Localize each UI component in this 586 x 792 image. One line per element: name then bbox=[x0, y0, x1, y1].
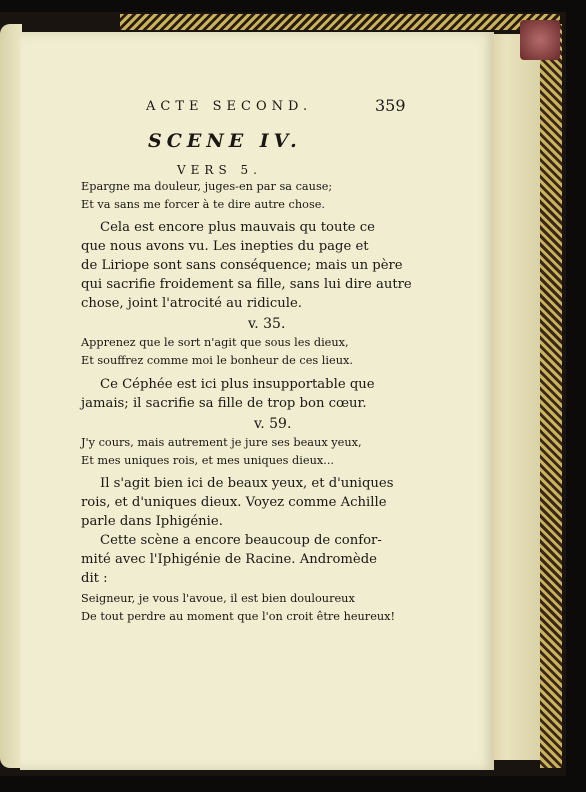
commentary-line: que nous avons vu. Les inepties du page et bbox=[81, 239, 369, 254]
page-number: 359 bbox=[375, 96, 406, 115]
verse-line: Seigneur, je vous l'avoue, il est bien douloureux bbox=[81, 592, 355, 605]
verse-line: J'y cours, mais autrement je jure ses beaux yeux, bbox=[81, 436, 362, 449]
left-page-edge bbox=[0, 24, 22, 768]
verse-line: Et mes uniques rois, et mes uniques dieux... bbox=[81, 454, 334, 467]
commentary-line: de Liriope sont sans conséquence; mais un père bbox=[81, 258, 403, 273]
running-head: ACTE SECOND. bbox=[146, 99, 313, 114]
verse-line: Epargne ma douleur, juges-en par sa cause; bbox=[81, 180, 333, 193]
commentary-line: jamais; il sacrifie sa fille de trop bon cœur. bbox=[81, 396, 367, 411]
commentary-line: Ce Céphée est ici plus insupportable que bbox=[100, 377, 375, 392]
section-heading: v. 59. bbox=[254, 416, 292, 432]
commentary-line: dit : bbox=[81, 571, 108, 586]
commentary-line: parle dans Iphigénie. bbox=[81, 514, 223, 529]
commentary-line: Il s'agit bien ici de beaux yeux, et d'uniques bbox=[100, 476, 394, 491]
commentary-line: mité avec l'Iphigénie de Racine. Andromède bbox=[81, 552, 377, 567]
gilt-edge-right bbox=[540, 24, 562, 768]
verse-line: Apprenez que le sort n'agit que sous les dieux, bbox=[81, 336, 349, 349]
commentary-line: qui sacrifie froidement sa fille, sans lui dire autre bbox=[81, 277, 412, 292]
cover-corner bbox=[520, 20, 560, 60]
section-heading: v. 35. bbox=[248, 316, 286, 332]
commentary-line: rois, et d'uniques dieux. Voyez comme Achille bbox=[81, 495, 387, 510]
book-page bbox=[20, 32, 494, 770]
commentary-line: Cela est encore plus mauvais qu toute ce bbox=[100, 220, 375, 235]
commentary-line: Cette scène a encore beaucoup de confor- bbox=[100, 533, 382, 548]
verse-line: De tout perdre au moment que l'on croit être heureux! bbox=[81, 610, 396, 623]
scene-title: SCENE IV. bbox=[148, 130, 302, 152]
verse-line: Et souffrez comme moi le bonheur de ces lieux. bbox=[81, 354, 353, 367]
gilt-edge-top bbox=[120, 14, 560, 30]
verse-line: Et va sans me forcer à te dire autre chose. bbox=[81, 198, 326, 211]
section-heading: VERS 5. bbox=[177, 163, 262, 177]
commentary-line: chose, joint l'atrocité au ridicule. bbox=[81, 296, 302, 311]
